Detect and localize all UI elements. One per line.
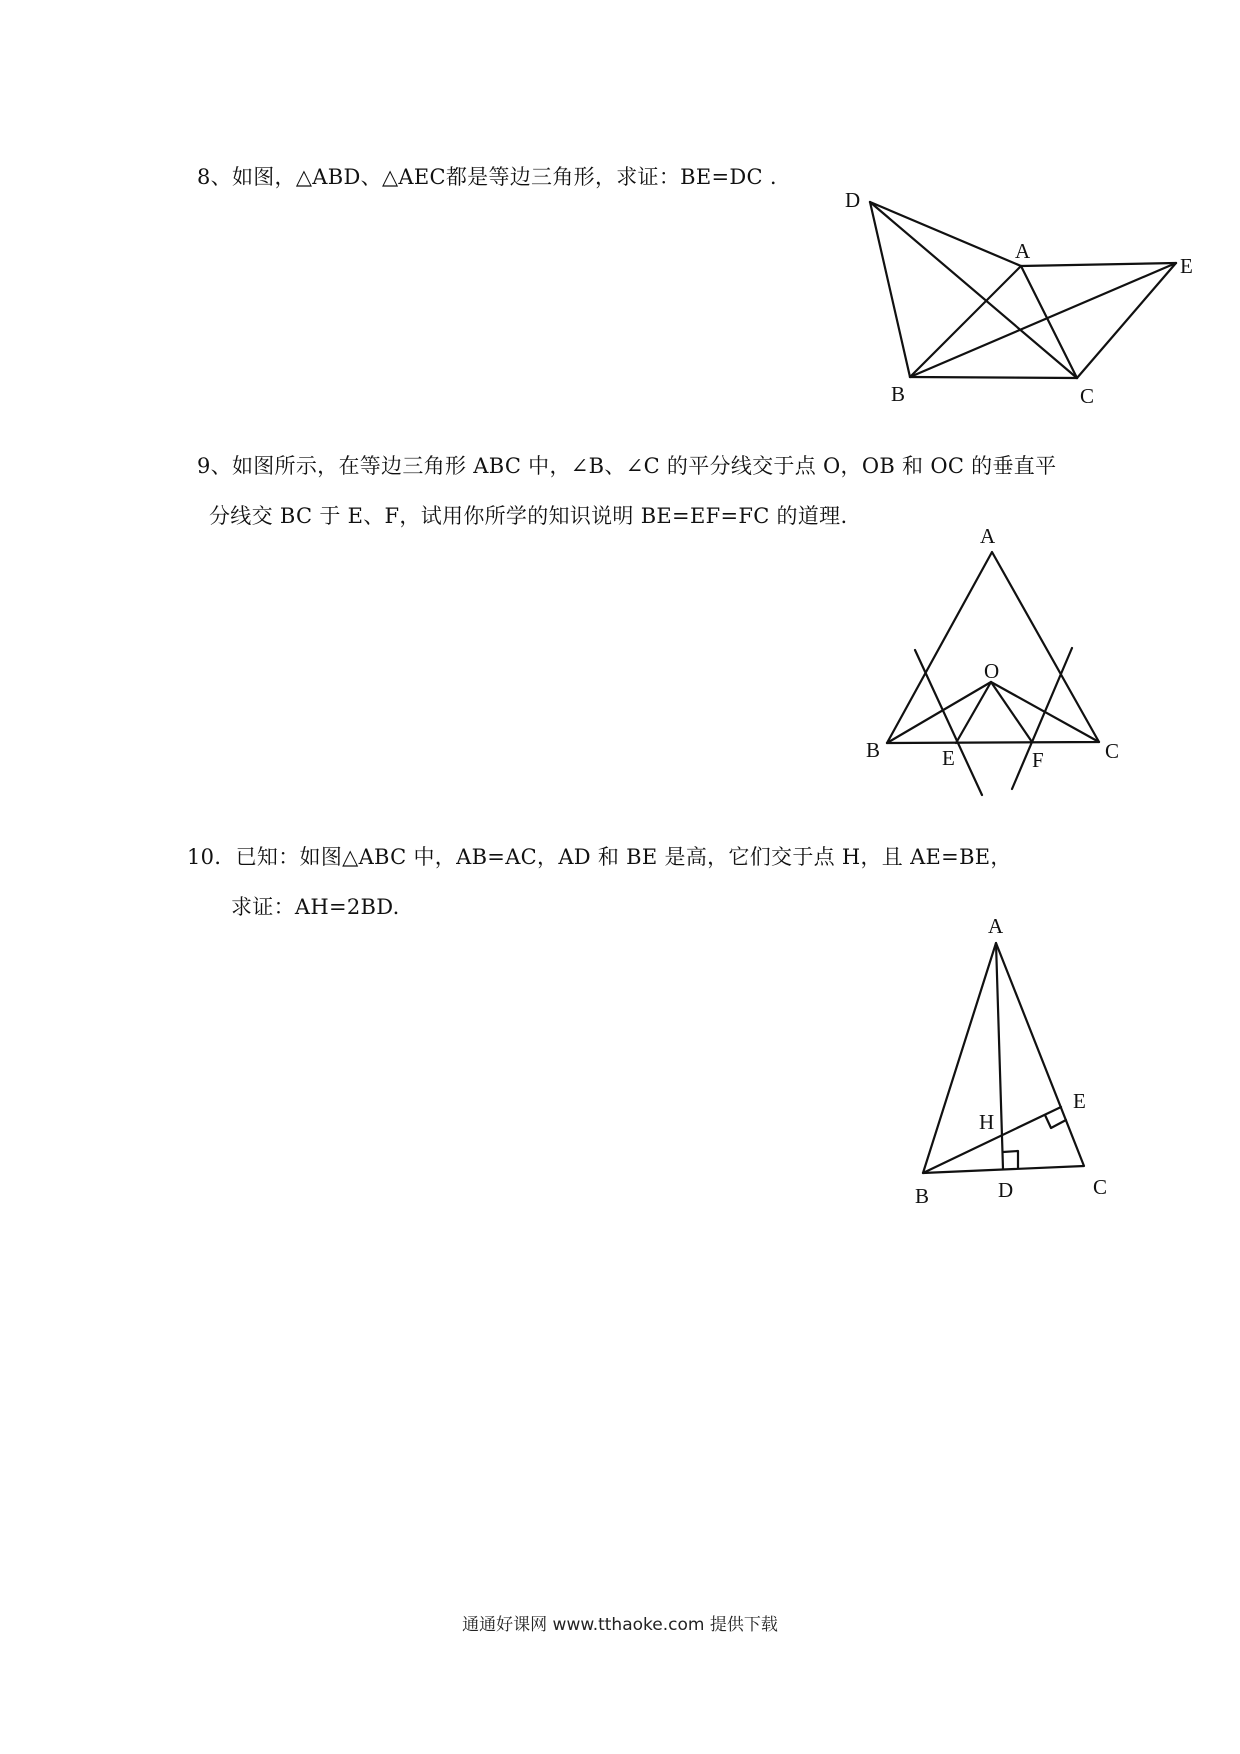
label-C: C	[1093, 1175, 1108, 1199]
segment-DB	[870, 202, 910, 377]
label-E: E	[1180, 254, 1193, 278]
label-O: O	[984, 659, 1000, 683]
triangle-ABC	[923, 943, 1084, 1173]
segment-AE	[1021, 263, 1176, 266]
segment-AC	[1021, 266, 1077, 378]
right-angle-mark-E	[1045, 1115, 1066, 1128]
segment-BC	[910, 377, 1077, 378]
triangle-ABC	[887, 552, 1099, 743]
right-angle-mark-D	[1003, 1151, 1018, 1168]
label-D: D	[998, 1178, 1014, 1202]
problem-10-text-line-1: 10．已知：如图△ABC 中，AB=AC，AD 和 BE 是高，它们交于点 H，且 AE=BE，	[187, 845, 1012, 869]
perpendicular-bisector-OB	[915, 650, 982, 795]
label-A: A	[988, 914, 1004, 938]
label-D: D	[845, 188, 861, 212]
segment-DA	[870, 202, 1021, 266]
segment-EC	[1077, 263, 1176, 378]
label-E: E	[1073, 1089, 1086, 1113]
label-A: A	[980, 524, 996, 548]
label-B: B	[891, 382, 906, 406]
problem-8-figure	[840, 185, 1193, 425]
segment-DC	[870, 202, 1077, 378]
label-C: C	[1080, 384, 1095, 408]
problem-9-text-line-2: 分线交 BC 于 E、F，试用你所学的知识说明 BE=EF=FC 的道理.	[209, 504, 848, 528]
label-F: F	[1032, 748, 1044, 772]
label-C: C	[1105, 739, 1120, 763]
label-B: B	[915, 1184, 930, 1208]
problem-10-figure	[900, 915, 1160, 1215]
label-E: E	[942, 746, 955, 770]
problem-9-text-line-1: 9、如图所示，在等边三角形 ABC 中，∠B、∠C 的平分线交于点 O，OB 和 OC 的垂直平	[197, 454, 1057, 478]
label-B: B	[866, 738, 881, 762]
problem-9-figure	[860, 525, 1160, 805]
problem-10-text-line-2: 求证：AH=2BD.	[231, 895, 400, 919]
problem-8-text: 8、如图，△ABD、△AEC都是等边三角形，求证：BE=DC .	[197, 165, 777, 189]
label-H: H	[979, 1110, 995, 1134]
segment-BE	[910, 263, 1176, 377]
segment-OF	[991, 682, 1032, 742]
footer-credit: 通通好课网 www.tthaoke.com 提供下载	[462, 1615, 778, 1635]
label-A: A	[1015, 239, 1031, 263]
